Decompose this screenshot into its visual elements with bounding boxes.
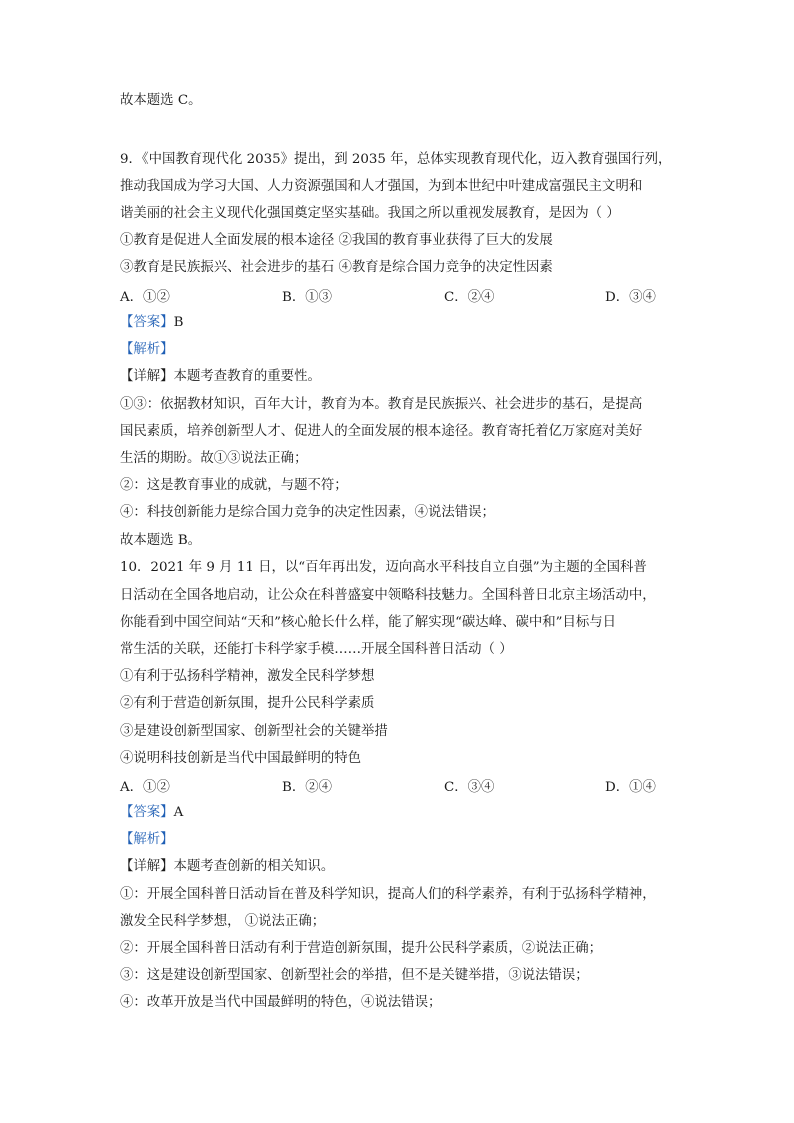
q9-detail-line-6: ④：科技创新能力是综合国力竞争的决定性因素，④说法错误； (120, 505, 495, 520)
q10-stem-line-1: 10．2021 年 9 月 11 日，以“百年再出发，迈向高水平科技自立自强”为主题的全国科普 (120, 560, 647, 575)
q10-option-b: B．②④ (282, 780, 333, 795)
q9-detail-line-2: ①③：依据教材知识，百年大计，教育为本。教育是民族振兴、社会进步的基石，是提高 (120, 397, 643, 412)
q9-answer (120, 314, 183, 332)
q9-stem-line-3: 谐美丽的社会主义现代化强国奠定坚实基础。我国之所以重视发展教育，是因为（ ） (120, 206, 620, 221)
q9-stem-line-1: 9．《中国教育现代化 2035》提出，到 2035 年，总体实现教育现代化，迈入教育强国行列， (120, 152, 672, 167)
q9-analysis-tag: 【解析】 (120, 342, 174, 357)
q10-answer-value: A (173, 805, 184, 820)
q10-detail-line-3: 激发全民科学梦想， ①说法正确； (120, 914, 326, 929)
q10-option-d: D．①④ (605, 780, 656, 795)
q9-stem-line-2: 推动我国成为学习大国、人力资源强国和人才强国，为到本世纪中叶建成富强民主文明和 (120, 179, 643, 194)
q9-statement-2: ③教育是民族振兴、社会进步的基石 ④教育是综合国力竞争的决定性因素 (120, 260, 553, 275)
q10-statement-2: ②有利于营造创新氛围，提升公民科学素质 (120, 696, 375, 711)
q9-option-a: A．①② (120, 290, 170, 305)
q9-option-b: B．①③ (282, 290, 333, 305)
q10-detail-line-4: ②：开展全国科普日活动有利于营造创新氛围，提升公民科学素质，②说法正确； (120, 941, 603, 956)
q10-stem-line-4: 常生活的关联，还能打卡科学家手模……开展全国科普日活动（ ） (120, 642, 513, 657)
q9-answer-value: B (173, 315, 184, 330)
q9-detail-line-5: ②：这是教育事业的成就，与题不符； (120, 478, 348, 493)
q10-answer (120, 804, 183, 822)
answer-tag: 【答案】 (120, 315, 174, 330)
q10-detail-line-5: ③：这是建设创新型国家、创新型社会的举措，但不是关键举措，③说法错误； (120, 968, 589, 983)
q10-stem-line-3: 你能看到中国空间站“天和”核心舱长什么样，能了解实现“碳达峰、碳中和”目标与日 (120, 615, 617, 630)
q10-option-a: A．①② (120, 780, 170, 795)
q9-detail-line-7: 故本题选 B。 (120, 533, 202, 548)
q10-analysis-tag: 【解析】 (120, 832, 174, 847)
q9-option-d: D．③④ (605, 290, 656, 305)
q10-detail-line-2: ①：开展全国科普日活动旨在普及科学知识，提高人们的科学素养，有利于弘扬科学精神， (120, 887, 656, 902)
q9-option-c: C．②④ (444, 290, 495, 305)
q9-statement-1: ①教育是促进人全面发展的根本途径 ②我国的教育事业获得了巨大的发展 (120, 233, 553, 248)
previous-conclusion: 故本题选 C。 (120, 93, 202, 108)
q9-detail-line-4: 生活的期盼。故①③说法正确； (120, 451, 308, 466)
answer-tag: 【答案】 (120, 805, 174, 820)
q10-stem-line-2: 日活动在全国各地启动，让公众在科普盛宴中领略科技魅力。全国科普日北京主场活动中， (120, 588, 656, 603)
q9-detail-line-3: 国民素质，培养创新型人才、促进人的全面发展的根本途径。教育寄托着亿万家庭对美好 (120, 424, 643, 439)
q10-statement-1: ①有利于弘扬科学精神，激发全民科学梦想 (120, 669, 375, 684)
q9-detail-line-1: 【详解】本题考查教育的重要性。 (120, 369, 321, 384)
q10-statement-3: ③是建设创新型国家、创新型社会的关键举措 (120, 724, 388, 739)
q10-option-c: C．③④ (444, 780, 495, 795)
q10-detail-line-1: 【详解】本题考查创新的相关知识。 (120, 859, 335, 874)
q10-statement-4: ④说明科技创新是当代中国最鲜明的特色 (120, 751, 362, 766)
q10-detail-line-6: ④：改革开放是当代中国最鲜明的特色，④说法错误； (120, 995, 442, 1010)
